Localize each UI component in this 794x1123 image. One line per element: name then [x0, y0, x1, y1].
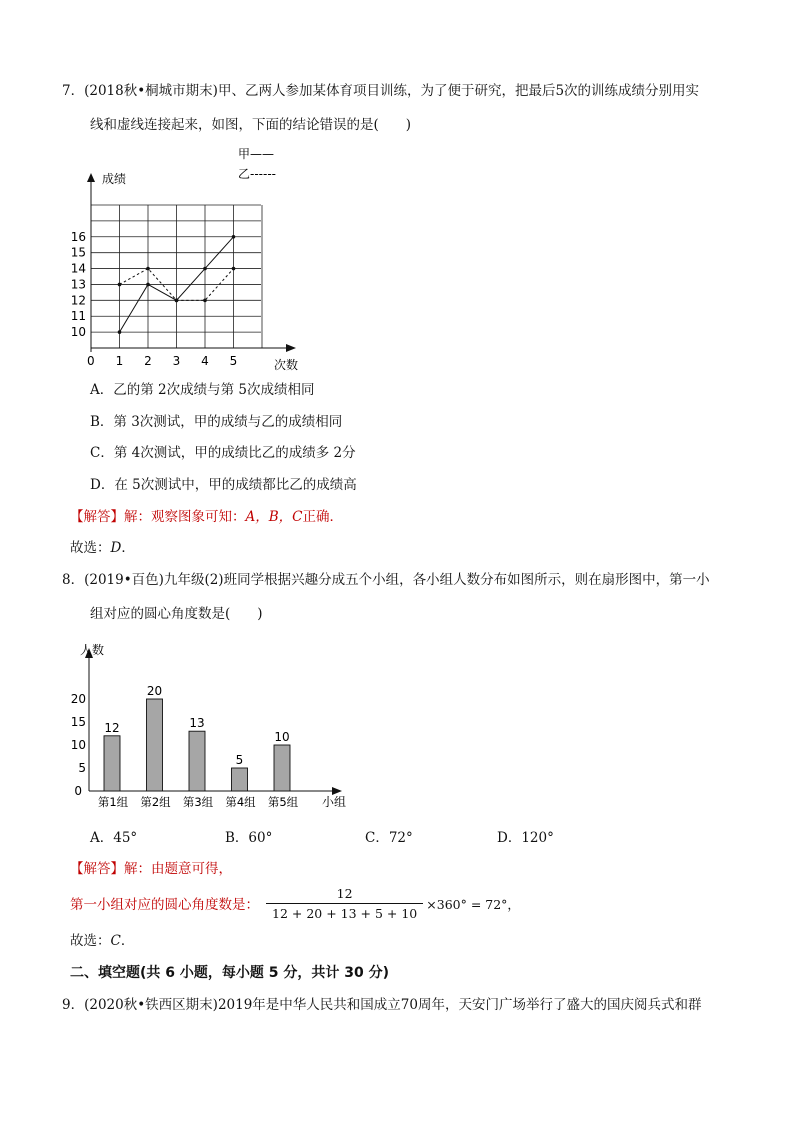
y-axis-label: 成绩 [102, 172, 127, 186]
y-tick-label: 16 [70, 229, 86, 244]
bar-chart [70, 636, 370, 818]
calc-tail: ×360° = 72°， [426, 896, 520, 912]
q8-stem-line1: 8．(2019•百色)九年级(2)班同学根据兴趣分成五个小组，各小组人数分布如图所示，则在扇形图中，第一小 [62, 572, 710, 588]
x-tick-label: 第3组 [182, 795, 214, 809]
answer-tag: 【解答】 [70, 509, 124, 525]
data-point [232, 267, 236, 271]
x-tick-label: 1 [115, 354, 124, 368]
x-axis-arrow [286, 344, 296, 352]
x-tick-label: 2 [144, 354, 152, 368]
q8-choose [70, 932, 134, 950]
section-heading: 二、填空题(共 6 小题，每小题 5 分，共计 30 分) [70, 965, 390, 981]
bar [232, 768, 248, 791]
q8-answer [70, 860, 232, 878]
y-tick-label: 15 [70, 715, 86, 729]
x-tick-label: 第1组 [97, 795, 129, 809]
answer-text: 解：观察图象可知： [124, 509, 246, 525]
line-chart-axes [71, 147, 298, 372]
answer-tail: 正确． [302, 509, 343, 525]
choose-end: ． [120, 933, 135, 949]
q9-stem-line1: 9．(2020秋•铁西区期末)2019年是中华人民共和国成立70周年，天安门广场举行了盛大的国庆阅兵式和群 [62, 997, 702, 1013]
y-tick-label: 10 [70, 738, 86, 752]
data-point [232, 235, 236, 239]
x-tick-label: 第5组 [267, 795, 299, 809]
y-axis-arrow [87, 173, 95, 182]
data-point [203, 299, 207, 303]
x-tick-label: 5 [229, 354, 238, 368]
option-a: A．乙的第 2次成绩与第 5次成绩相同 [90, 382, 315, 398]
data-point [203, 267, 207, 271]
choose-end: ． [121, 540, 135, 556]
q8-option-c: C．72° [365, 830, 413, 846]
x-tick-label: 第2组 [140, 795, 171, 809]
q7-stem-line1: 7．(2018秋•桐城市期末)甲、乙两人参加某体育项目训练，为了便于研究，把最后5次的训练成绩分别用实 [62, 83, 700, 99]
bar-value-label: 12 [104, 720, 120, 735]
answer-text: 解：由题意可得， [124, 861, 232, 877]
option-d: D．在 5次测试中，甲的成绩都比乙的成绩高 [90, 477, 357, 493]
choose-letter: D [110, 540, 122, 556]
data-point [146, 267, 150, 271]
choose-label: 故选： [70, 933, 111, 949]
q8-option-b: B．60° [225, 830, 273, 846]
fraction-expression [266, 886, 520, 921]
bar [274, 745, 290, 791]
origin-label: 0 [74, 784, 82, 798]
x-tick-label: 4 [201, 354, 209, 368]
fraction-numerator: 12 [336, 886, 353, 901]
y-tick-label: 14 [70, 261, 86, 276]
line-chart [60, 145, 380, 375]
y-tick-label: 11 [70, 309, 86, 324]
x-axis-label: 小组 [322, 795, 347, 809]
answer-letters: A，B，C [245, 509, 303, 525]
y-tick-label: 20 [70, 692, 86, 706]
x-tick-label: 3 [172, 354, 181, 368]
data-point [175, 299, 179, 303]
data-point [118, 330, 122, 334]
bar [147, 699, 163, 791]
option-b: B．第 3次测试，甲的成绩与乙的成绩相同 [90, 414, 343, 430]
y-tick-label: 13 [70, 277, 86, 292]
bar-value-label: 13 [189, 716, 205, 731]
y-tick-label: 5 [78, 761, 86, 775]
bar-value-label: 20 [146, 684, 163, 698]
fraction [266, 886, 423, 921]
choose-label: 故选： [70, 540, 111, 556]
y-tick-label: 15 [70, 245, 86, 260]
y-axis-label: 人数 [80, 643, 105, 657]
line-chart-grid [91, 205, 262, 348]
fraction-denominator: 12 + 20 + 13 + 5 + 10 [266, 903, 423, 921]
y-tick-label: 10 [70, 325, 86, 340]
q8-option-a: A．45° [90, 830, 138, 846]
q7-choose [70, 539, 135, 557]
q8-calc-label: 第一小组对应的圆心角度数是： [70, 897, 259, 913]
answer-tag: 【解答】 [70, 861, 124, 877]
q8-option-d: D．120° [497, 830, 554, 846]
bar [189, 731, 205, 791]
q7-answer [70, 508, 343, 526]
y-tick-label: 12 [70, 293, 86, 308]
origin-label: 0 [87, 354, 95, 368]
data-point [146, 283, 150, 287]
q7-stem-line2: 线和虚线连接起来，如图，下面的结论错误的是( ) [90, 117, 412, 133]
x-axis-label: 次数 [274, 358, 299, 372]
bar-value-label: 5 [235, 753, 244, 767]
x-axis-arrow [332, 787, 342, 795]
data-point [118, 283, 122, 287]
q8-stem-line2: 组对应的圆心角度数是( ) [90, 606, 263, 622]
legend-jia: 甲—— [238, 147, 275, 161]
x-tick-label: 第4组 [225, 795, 256, 809]
bar-value-label: 10 [274, 730, 290, 744]
legend-yi: 乙------ [238, 167, 276, 181]
choose-letter: C [110, 933, 121, 949]
bar [104, 736, 120, 791]
option-c: C．第 4次测试，甲的成绩比乙的成绩多 2分 [90, 445, 356, 461]
